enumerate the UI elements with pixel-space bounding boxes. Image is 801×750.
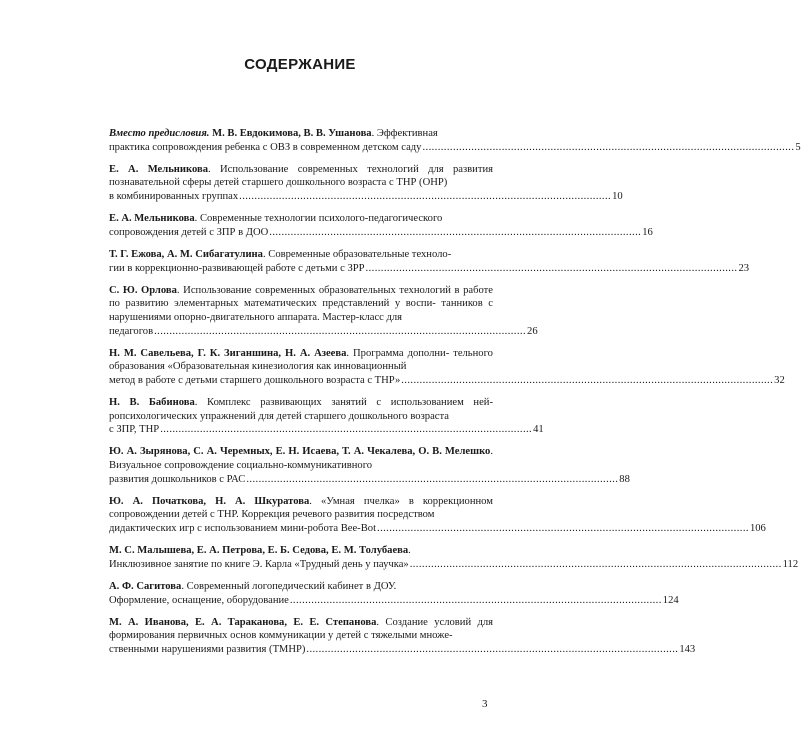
entry-title-line: ропсихологических упражнений для детей старшего дошкольного возраста xyxy=(109,410,449,422)
entry-title-tail: Инклюзивное занятие по книге Э. Карла «Трудный день у паучка» xyxy=(109,558,409,570)
entry-last-line xyxy=(109,226,653,240)
table-of-contents xyxy=(109,127,801,665)
entry-last-line xyxy=(109,643,696,657)
entry-authors-cont: О. В. Мелешко xyxy=(415,446,491,458)
entry-authors: М. А. Иванова, Е. А. Тараканова, Е. Е. Степанова xyxy=(109,616,377,628)
dot-leader: .......................................................................................................................... xyxy=(409,558,782,570)
entry-authors: Ю. А. Початкова, Н. А. Шкуратова xyxy=(109,495,310,507)
entry-preface-label: Вместо предисловия. xyxy=(109,128,210,139)
dot-leader: .......................................................................................................................... xyxy=(160,424,533,436)
dot-leader: .......................................................................................................................... xyxy=(154,325,527,337)
entry-title-tail: развития дошкольников с РАС xyxy=(109,473,246,485)
entry-title-tail: ственными нарушениями развития (ТМНР) xyxy=(109,643,306,655)
entry-title-tail: Оформление, оснащение, оборудование xyxy=(109,594,289,606)
entry-page-number: 143 xyxy=(679,643,696,655)
toc-entry[interactable]: С. Ю. Орлова. Использование современных образовательных технологий в работе по развитию элементарных математических представлений у воспи- танников с нарушениями опорно-двигательного аппарата. Мастер-класс для педагогов .......................................................................................................................... 26 xyxy=(109,284,538,337)
toc-entry[interactable]: Н. М. Савельева, Г. К. Зиганшина, Н. А. Азеева. Программа дополни- тельного образования «Образовательная кинезиология как инновационный метод в работе с детьми старшего дошкольного возраста с ТНР» .......................................................................................................................... 32 xyxy=(109,347,785,386)
entry-title-line: Современный логопедический кабинет в ДОУ. xyxy=(186,580,397,592)
dot-leader: .......................................................................................................................... xyxy=(306,643,679,655)
entry-authors: Ю. А. Зырянова, С. А. Черемных, Е. Н. Исаева, Т. А. Чекалева, xyxy=(109,446,416,458)
entry-page-number: 88 xyxy=(619,473,630,485)
entry-title-tail: метод в работе с детьми старшего дошкольного возраста с ТНР» xyxy=(109,374,401,386)
entry-title-tail: сопровождения детей с ЗПР в ДОО xyxy=(109,226,269,238)
dot-leader: .......................................................................................................................... xyxy=(365,262,738,274)
entry-last-line xyxy=(109,522,766,536)
entry-title-line: Создание условий для xyxy=(385,616,493,628)
entry-authors: М. В. Евдокимова, В. В. Ушанова xyxy=(209,128,372,139)
entry-authors: Е. А. Мельникова xyxy=(109,163,209,175)
entry-title-tail: практика сопровождения ребенка с ОВЗ в современном детском саду xyxy=(109,141,422,153)
page-title: СОДЕРЖАНИЕ xyxy=(244,56,356,73)
entry-authors: Т. Г. Ежова, А. М. Сибагатулина xyxy=(109,248,263,260)
toc-entry[interactable]: Ю. А. Початкова, Н. А. Шкуратова. «Умная пчелка» в коррекционном сопровождении детей с ТНР. Коррекция речевого развития посредством дидактических игр с использованием мини-робота Bee-Bot .......................................................................................................................... 106 xyxy=(109,495,766,534)
entry-page-number: 106 xyxy=(749,523,766,534)
entry-last-line xyxy=(109,423,544,437)
entry-title-line: танников с нарушениями опорно-двигательного аппарата. Мастер-класс для xyxy=(109,298,493,323)
dot-leader: .......................................................................................................................... xyxy=(401,374,774,386)
entry-title-line: Эффективная xyxy=(376,128,438,139)
entry-page-number: 5 xyxy=(795,141,801,153)
toc-entry[interactable]: А. Ф. Сагитова. Современный логопедический кабинет в ДОУ. Оформление, оснащение, оборудование .......................................................................................................................... 124 xyxy=(109,580,679,606)
entry-title-line: «Умная пчелка» в коррекционном xyxy=(320,495,493,507)
entry-page-number: 26 xyxy=(527,325,538,337)
entry-title-line: Современные технологии психолого-педагогического xyxy=(199,213,443,225)
entry-page-number: 32 xyxy=(774,374,785,386)
entry-page-number: 124 xyxy=(662,594,679,606)
entry-title-tail: дидактических игр с использованием мини-робота Bee-Bot xyxy=(109,523,377,534)
toc-entry[interactable]: Е. А. Мельникова. Использование современных технологий для развития познавательной сферы детей старшего дошкольного возраста с ТНР (ОНР) в комбинированных группах .......................................................................................................................... 10 xyxy=(109,163,623,202)
dot-leader: .......................................................................................................................... xyxy=(246,473,619,485)
entry-authors: М. С. Малышева, Е. А. Петрова, Е. Б. Седова, Е. М. Толубаева xyxy=(109,545,409,557)
dot-leader: .......................................................................................................................... xyxy=(377,523,749,534)
dot-leader: .......................................................................................................................... xyxy=(269,226,642,238)
entry-last-line xyxy=(109,594,679,608)
entry-title-tail: педагогов xyxy=(109,325,154,337)
entry-authors: Н. В. Бабинова xyxy=(109,397,195,409)
entry-title-line: формирования первичных основ коммуникации у детей с тяжелыми множе- xyxy=(109,630,453,642)
entry-last-line xyxy=(109,325,538,339)
toc-entry[interactable]: Н. В. Бабинова. Комплекс развивающих занятий с использованием ней- ропсихологических упражнений для детей старшего дошкольного возраста с ЗПР, ТНР .......................................................................................................................... 41 xyxy=(109,397,544,436)
entry-title-line: в работе по развитию элементарных математических представлений у воспи- xyxy=(109,284,494,310)
entry-page-number: 112 xyxy=(782,558,799,570)
entry-authors: Н. М. Савельева, Г. К. Зиганшина, Н. А. Азеева xyxy=(109,347,347,359)
entry-title-line: познавательной сферы детей старшего дошкольного возраста с ТНР (ОНР) xyxy=(109,177,448,189)
entry-title-line: Программа дополни- xyxy=(353,347,450,359)
toc-entry[interactable]: Вместо предисловия. М. В. Евдокимова, В. В. Ушанова. Эффективная практика сопровождения ребенка с ОВЗ в современном детском саду .......................................................................................................................... 5 xyxy=(109,128,801,153)
entry-last-line xyxy=(109,262,750,276)
entry-last-line xyxy=(109,473,630,487)
entry-title-line: Использование современных технологий для развития xyxy=(220,163,494,175)
entry-last-line xyxy=(109,141,801,155)
entry-authors: Е. А. Мельникова xyxy=(109,213,195,225)
entry-last-line xyxy=(109,374,785,388)
toc-entry[interactable]: Т. Г. Ежова, А. М. Сибагатулина. Современные образовательные техноло- гии в коррекционно-развивающей работе с детьми с ЗРР .......................................................................................................................... 23 xyxy=(109,248,750,274)
entry-last-line xyxy=(109,558,799,572)
entry-title-tail: в комбинированных группах xyxy=(109,190,239,202)
entry-title-line: тельного образования «Образовательная кинезиология как инновационный xyxy=(109,347,493,373)
dot-leader: .......................................................................................................................... xyxy=(289,594,662,606)
toc-entry[interactable]: М. С. Малышева, Е. А. Петрова, Е. Б. Седова, Е. М. Толубаева. Инклюзивное занятие по книге Э. Карла «Трудный день у паучка» .......................................................................................................................... 112 xyxy=(109,545,799,570)
toc-entry[interactable]: Е. А. Мельникова. Современные технологии психолого-педагогического сопровождения детей с ЗПР в ДОО .......................................................................................................................... 16 xyxy=(109,213,653,238)
page-number: 3 xyxy=(482,698,488,710)
entry-authors: С. Ю. Орлова xyxy=(109,284,177,296)
toc-entry[interactable]: Ю. А. Зырянова, С. А. Черемных, Е. Н. Исаева, Т. А. Чекалева, О. В. Мелешко. Визуальное сопровождение социально-коммуникативного развития дошкольников с РАС .......................................................................................................................... 88 xyxy=(109,446,630,485)
entry-authors: А. Ф. Сагитова xyxy=(109,580,182,592)
entry-title-line: Визуальное сопровождение социально-коммуникативного xyxy=(109,460,373,472)
entry-title-line: сопровождении детей с ТНР. Коррекция речевого развития посредством xyxy=(109,509,435,521)
dot-leader: .......................................................................................................................... xyxy=(239,190,612,202)
entry-title-line: Комплекс развивающих занятий с использованием ней- xyxy=(207,397,493,409)
entry-page-number: 23 xyxy=(738,262,750,274)
entry-title-line: Использование современных образовательных технологий xyxy=(183,284,451,296)
entry-last-line xyxy=(109,190,623,204)
entry-title-line: Современные образовательные техноло- xyxy=(268,248,452,260)
entry-title-tail: с ЗПР, ТНР xyxy=(109,424,160,436)
entry-page-number: 10 xyxy=(612,190,623,202)
dot-leader: .......................................................................................................................... xyxy=(422,141,795,153)
entry-page-number: 41 xyxy=(533,424,544,436)
entry-page-number: 16 xyxy=(642,226,653,238)
toc-entry[interactable]: М. А. Иванова, Е. А. Тараканова, Е. Е. Степанова. Создание условий для формирования первичных основ коммуникации у детей с тяжелыми множе- ственными нарушениями развития (ТМНР) .......................................................................................................................... 143 xyxy=(109,616,696,655)
entry-title-tail: гии в коррекционно-развивающей работе с детьми с ЗРР xyxy=(109,262,365,274)
